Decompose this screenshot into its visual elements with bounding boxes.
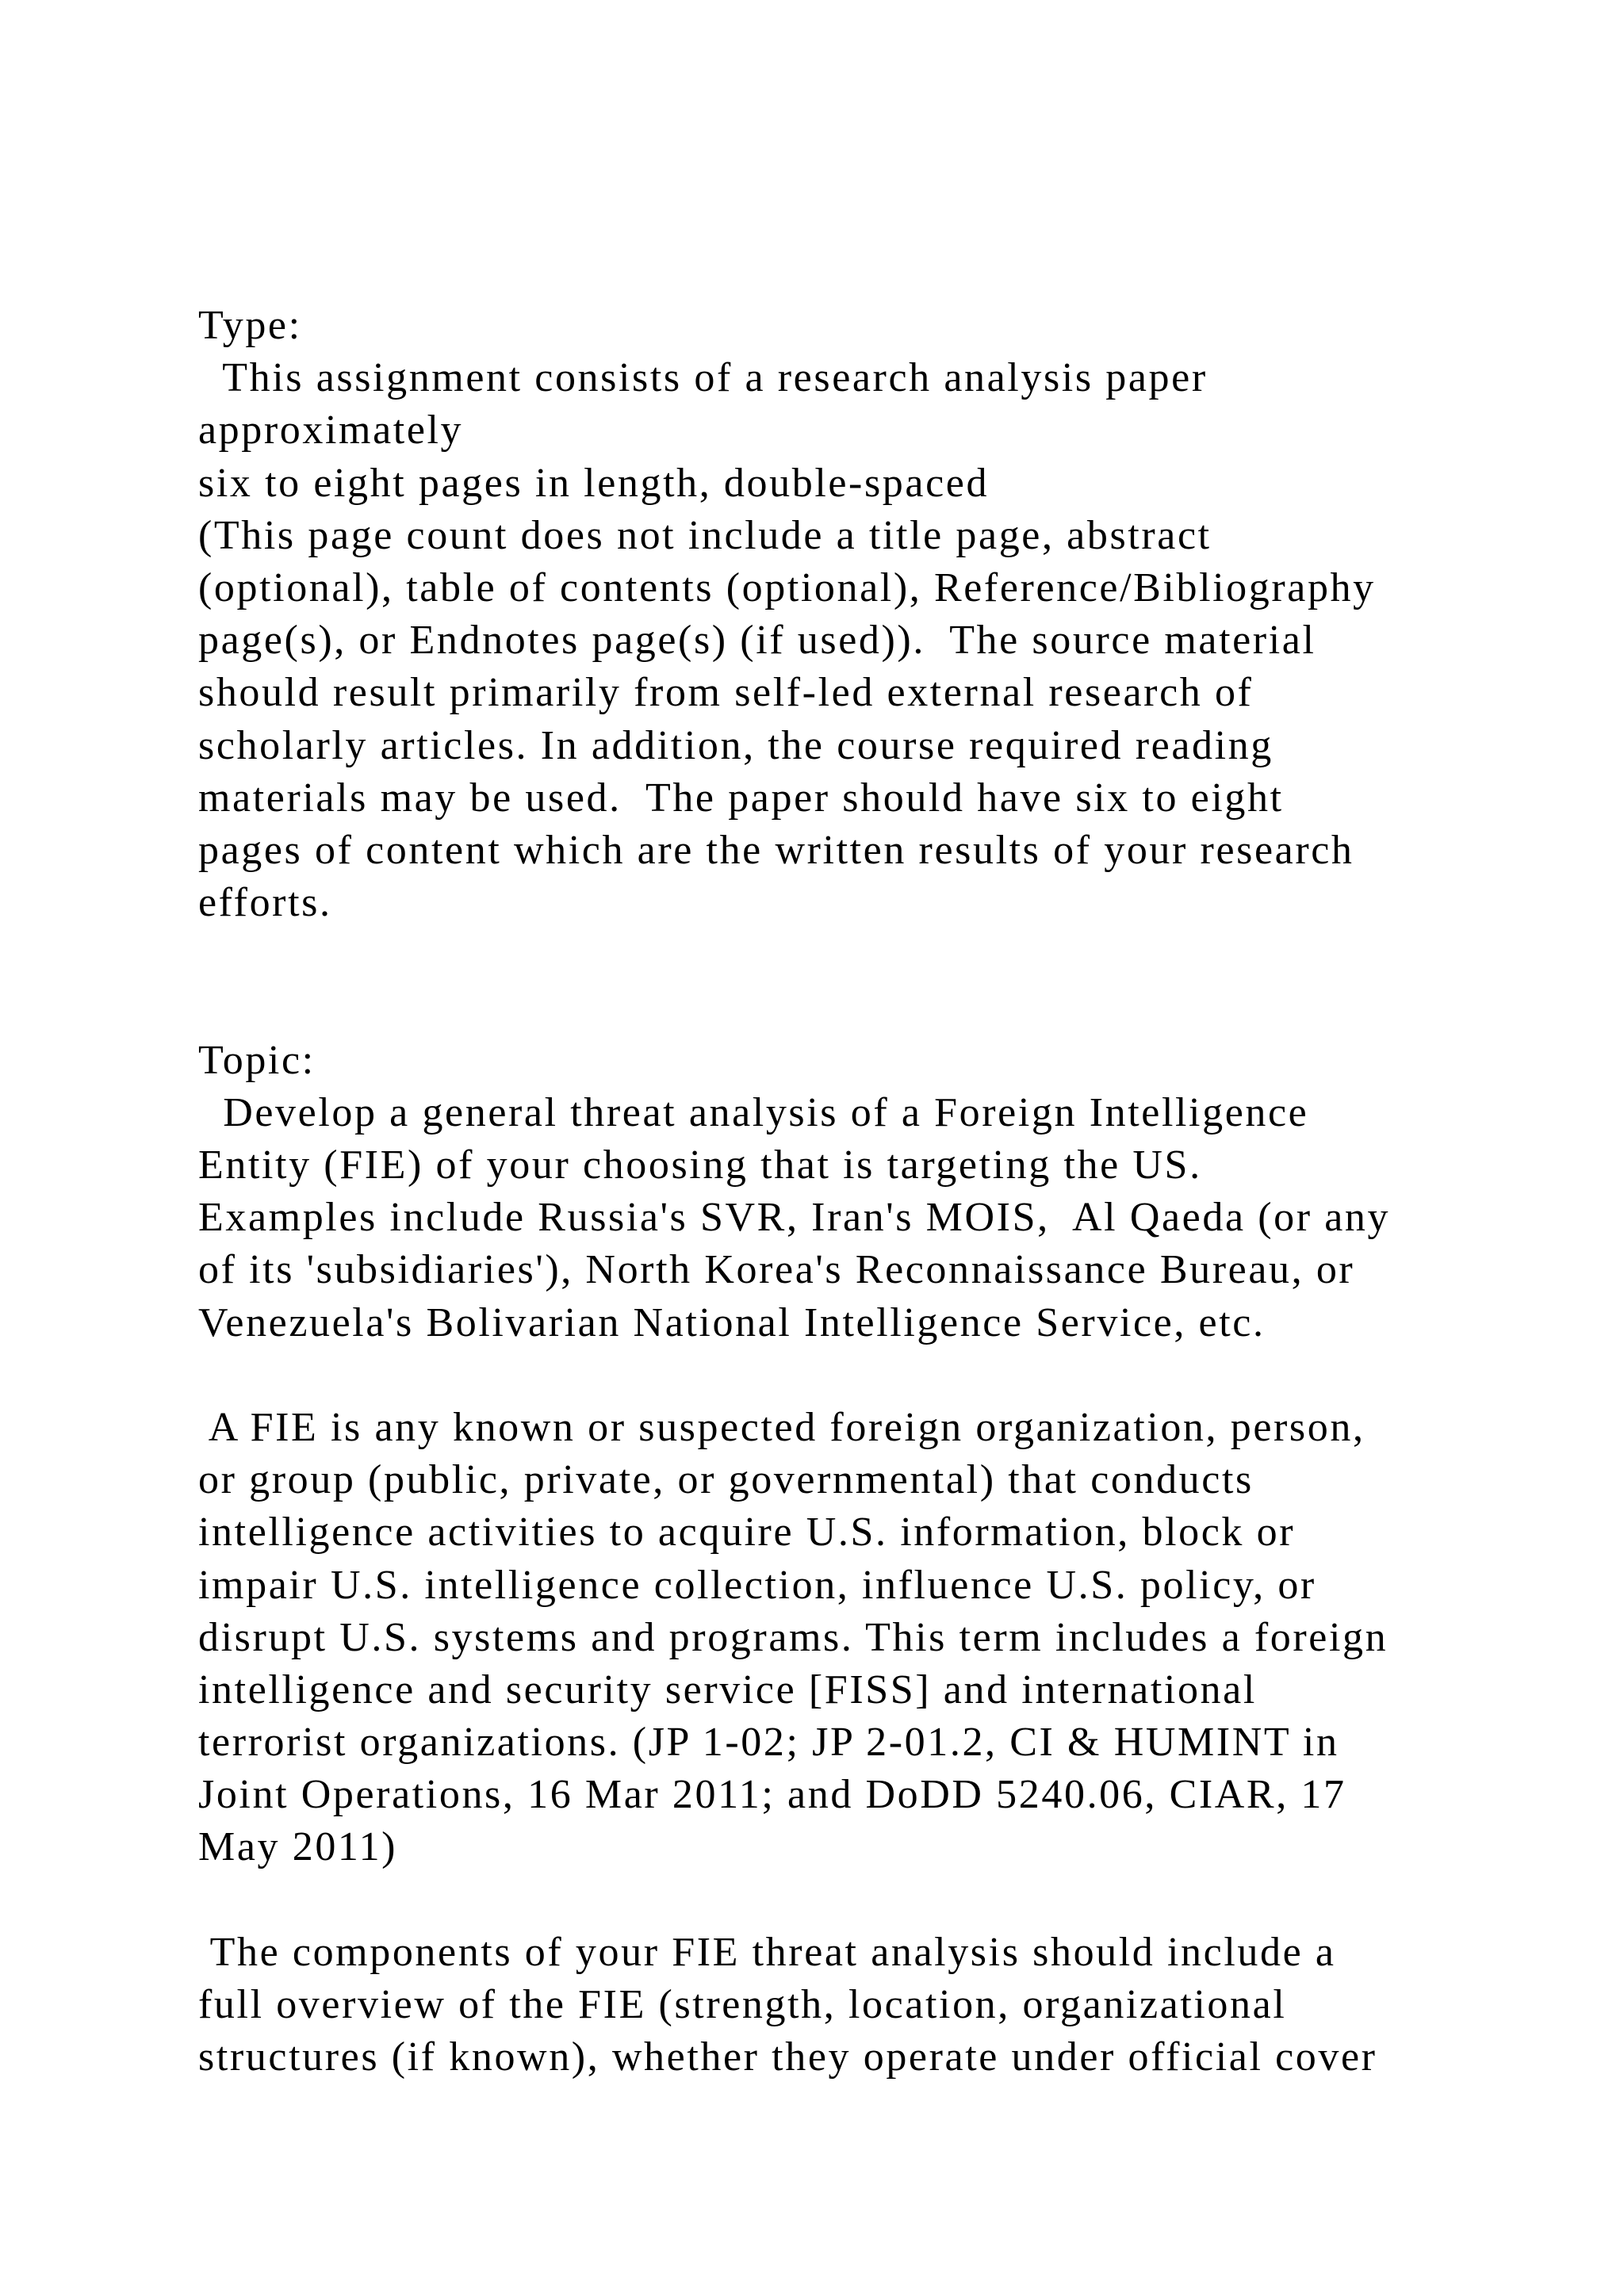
type-line-6: page(s), or Endnotes page(s) (if used)). The source material — [198, 618, 1316, 664]
topic-line-4: of its 'subsidiaries'), North Korea's Reconnaissance Bureau, or — [198, 1247, 1355, 1293]
document-body — [198, 300, 1594, 2084]
fie-definition-line-1: A FIE is any known or suspected foreign organization, person, — [198, 1404, 1365, 1450]
fie-definition-line-3: intelligence activities to acquire U.S. information, block or — [198, 1510, 1296, 1556]
fie-definition-line-8: Joint Operations, 16 Mar 2011; and DoDD 5240.06, CIAR, 17 — [198, 1772, 1346, 1818]
topic-heading: Topic: — [198, 1037, 316, 1083]
topic-line-1: Develop a general threat analysis of a Foreign Intelligence — [198, 1089, 1309, 1135]
type-line-7: should result primarily from self-led external research of — [198, 670, 1254, 716]
topic-line-2: Entity (FIE) of your choosing that is targeting the US. — [198, 1142, 1202, 1188]
topic-line-3: Examples include Russia's SVR, Iran's MOIS, Al Qaeda (or any — [198, 1195, 1391, 1241]
type-line-4: (This page count does not include a title page, abstract — [198, 512, 1212, 558]
components-line-1: The components of your FIE threat analysis should include a — [198, 1929, 1336, 1975]
fie-definition-line-6: intelligence and security service [FISS] and international — [198, 1667, 1257, 1712]
type-line-2: approximately — [198, 408, 464, 453]
type-line-8: scholarly articles. In addition, the course required reading — [198, 722, 1274, 768]
components-line-2: full overview of the FIE (strength, location, organizational — [198, 1982, 1287, 2027]
fie-definition-line-2: or group (public, private, or governmental) that conducts — [198, 1457, 1254, 1503]
type-line-9: materials may be used. The paper should have six to eight — [198, 775, 1284, 821]
fie-definition-line-4: impair U.S. intelligence collection, influence U.S. policy, or — [198, 1562, 1316, 1608]
spacer — [198, 929, 1594, 982]
fie-definition-line-7: terrorist organizations. (JP 1-02; JP 2-01.2, CI & HUMINT in — [198, 1720, 1339, 1766]
fie-definition-line-5: disrupt U.S. systems and programs. This term includes a foreign — [198, 1614, 1388, 1660]
spacer — [198, 982, 1594, 1034]
fie-definition-line-9: May 2011) — [198, 1824, 398, 1870]
type-line-10: pages of content which are the written results of your research — [198, 827, 1354, 873]
spacer — [198, 1874, 1594, 1927]
type-line-1: This assignment consists of a research analysis paper — [198, 355, 1208, 401]
spacer — [198, 1349, 1594, 1402]
type-line-11: efforts. — [198, 880, 332, 926]
type-line-5: (optional), table of contents (optional), Reference/Bibliography — [198, 564, 1376, 610]
components-line-3: structures (if known), whether they operate under official cover — [198, 2034, 1377, 2080]
type-line-3: six to eight pages in length, double-spaced — [198, 460, 990, 506]
topic-line-5: Venezuela's Bolivarian National Intelligence Service, etc. — [198, 1299, 1266, 1345]
type-heading: Type: — [198, 303, 302, 348]
